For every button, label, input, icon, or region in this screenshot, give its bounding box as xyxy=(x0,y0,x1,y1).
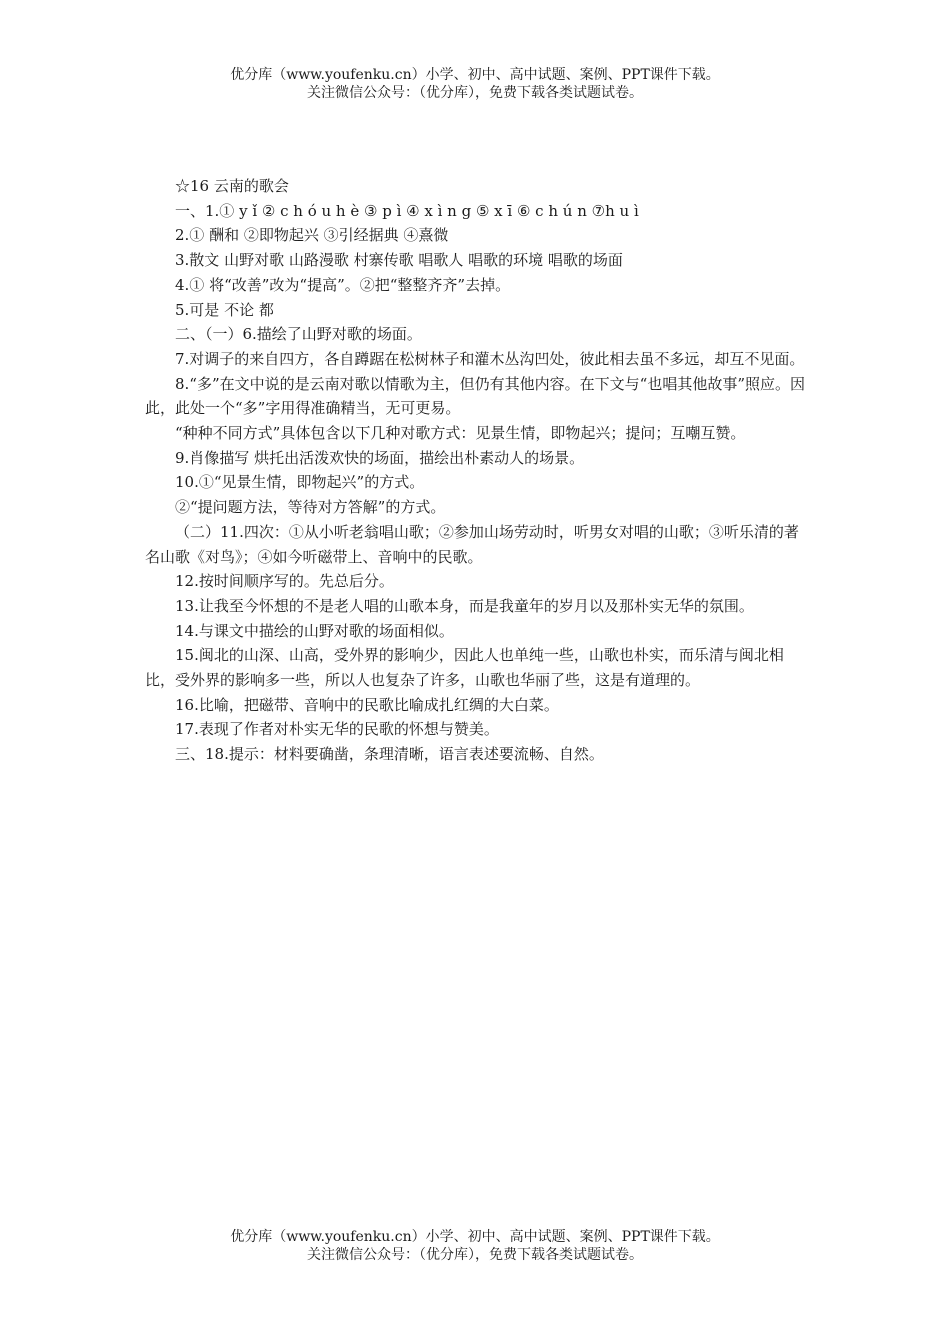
answer-paragraph: 13.让我至今怀想的不是老人唱的山歌本身，而是我童年的岁月以及那朴实无华的氛围。 xyxy=(175,596,754,615)
answer-paragraph: 三、18.提示：材料要确凿，条理清晰，语言表述要流畅、自然。 xyxy=(175,745,604,764)
answer-paragraph: 16.比喻，把磁带、音响中的民歌比喻成扎红绸的大白菜。 xyxy=(175,695,559,714)
page-footer xyxy=(0,1228,950,1264)
footer-line-1: 优分库（www.youfenku.cn）小学、初中、高中试题、案例、PPT课件下载。 xyxy=(230,1229,720,1245)
page-header xyxy=(0,66,950,102)
answer-paragraph: 9.肖像描写 烘托出活泼欢快的场面，描绘出朴素动人的场景。 xyxy=(175,448,585,467)
answer-paragraph: 10.①“见景生情，即物起兴”的方式。 xyxy=(175,473,425,492)
document-body xyxy=(145,174,813,767)
answer-paragraph: 17.表现了作者对朴实无华的民歌的怀想与赞美。 xyxy=(175,720,499,739)
answer-paragraph: 12.按时间顺序写的。先总后分。 xyxy=(175,572,394,591)
footer-line-2: 关注微信公众号：（优分库），免费下载各类试题试卷。 xyxy=(307,1247,643,1263)
answer-paragraph: 4.① 将“改善”改为“提高”。②把“整整齐齐”去掉。 xyxy=(175,275,511,294)
answer-paragraph: 2.① 酬和 ②即物起兴 ③引经据典 ④熹微 xyxy=(175,226,449,245)
answer-paragraph: 7.对调子的来自四方，各自蹲踞在松树林子和灌木丛沟凹处，彼此相去虽不多远，却互不见面。 xyxy=(175,349,805,368)
section-title: ☆16 云南的歌会 xyxy=(175,177,289,195)
header-line-1: 优分库（www.youfenku.cn）小学、初中、高中试题、案例、PPT课件下载。 xyxy=(230,67,720,83)
answer-paragraph: 二、（一）6.描绘了山野对歌的场面。 xyxy=(175,325,422,344)
answer-paragraph: 8.“多”在文中说的是云南对歌以情歌为主，但仍有其他内容。在下文与“也唱其他故事”照应。因此，此处一个“多”字用得准确精当，无可更易。 xyxy=(145,374,805,418)
header-line-2: 关注微信公众号：（优分库），免费下载各类试题试卷。 xyxy=(307,85,643,101)
answer-paragraph: ②“提问题方法，等待对方答解”的方式。 xyxy=(175,498,446,517)
answer-paragraph: “种种不同方式”具体包含以下几种对歌方式：见景生情，即物起兴；提问；互嘲互赞。 xyxy=(175,424,746,443)
answer-paragraph: 一、1.① y ǐ ② c h ó u h è ③ p ì ④ x ì n g ⑤ x ī ⑥ c h ú n ⑦h u ì xyxy=(175,201,639,220)
answer-paragraph: （二）11.四次：①从小听老翁唱山歌；②参加山场劳动时，听男女对唱的山歌；③听乐清的著名山歌《对鸟》；④如今听磁带上、音响中的民歌。 xyxy=(145,522,799,566)
answer-paragraph: 14.与课文中描绘的山野对歌的场面相似。 xyxy=(175,621,454,640)
answer-paragraph: 15.闽北的山深、山高，受外界的影响少，因此人也单纯一些，山歌也朴实，而乐清与闽北相比，受外界的影响多一些，所以人也复杂了许多，山歌也华丽了些，这是有道理的。 xyxy=(145,646,784,690)
answer-paragraph: 3.散文 山野对歌 山路漫歌 村寨传歌 唱歌人 唱歌的环境 唱歌的场面 xyxy=(175,251,623,270)
answer-paragraph: 5.可是 不论 都 xyxy=(175,300,274,319)
